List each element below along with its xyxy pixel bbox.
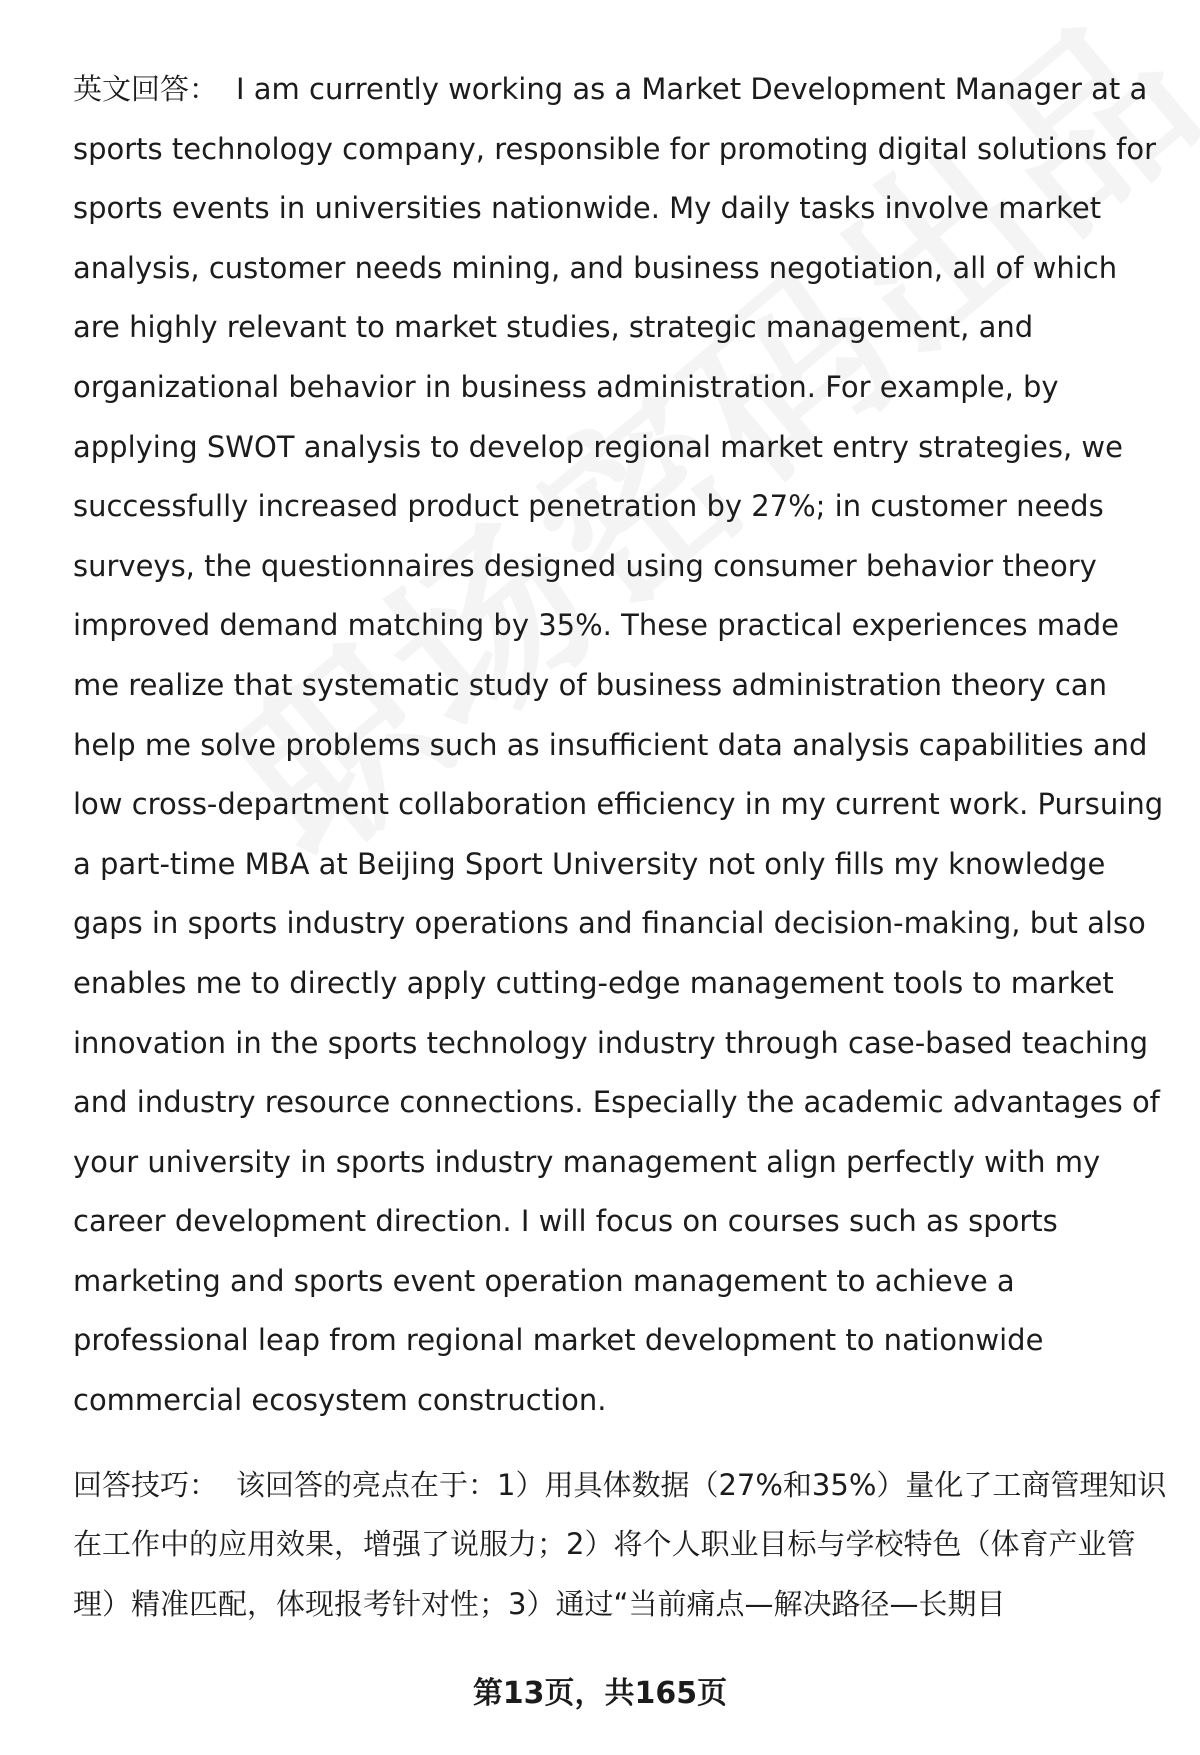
english-answer-text: I am currently working as a Market Development Manager at a sports technology company, responsible for promoting digital solutions for sports events in universities nationwide. My daily tasks involve market analysis, customer needs mining, and business negotiation, all of which are highly relevant to market studies, strategic management, and organizational behavior in business administration. For example, by applying SWOT analysis to develop regional market entry strategies, we successfully increased product penetration by 27%; in customer needs surveys, the questionnaires designed using consumer behavior theory improved demand matching by 35%. These practical experiences made me realize that systematic study of business administration theory can help me solve problems such as insufficient data analysis capabilities and low cross-department collaboration efficiency in my current work. Pursuing a part-time MBA at Beijing Sport University not only fills my knowledge gaps in sports industry operations and financial decision-making, but also enables me to directly apply cutting-edge management tools to market innovation in the sports technology industry through case-based teaching and industry resource connections. Especially the academic advantages of your university in sports industry management align perfectly with my career development direction. I will focus on courses such as sports marketing and sports event operation management to achieve a professional leap from regional market development to nationwide commercial ecosystem construction. xyxy=(73,72,1164,1418)
page-number: 第13页，共165页 xyxy=(472,1676,728,1711)
english-answer-paragraph xyxy=(73,60,1168,1431)
answer-tips-label: 回答技巧： xyxy=(73,1467,219,1502)
answer-tips-text: 该回答的亮点在于：1）用具体数据（27%和35%）量化了工商管理知识在工作中的应用效果，增强了说服力；2）将个人职业目标与学校特色（体育产业管理）精准匹配，体现报考针对性；3）通过“当前痛点—解决路径—长期目 xyxy=(73,1467,1167,1621)
english-answer-label: 英文回答： xyxy=(73,72,219,106)
answer-tips-paragraph xyxy=(73,1456,1168,1635)
page-content xyxy=(73,60,1168,1634)
